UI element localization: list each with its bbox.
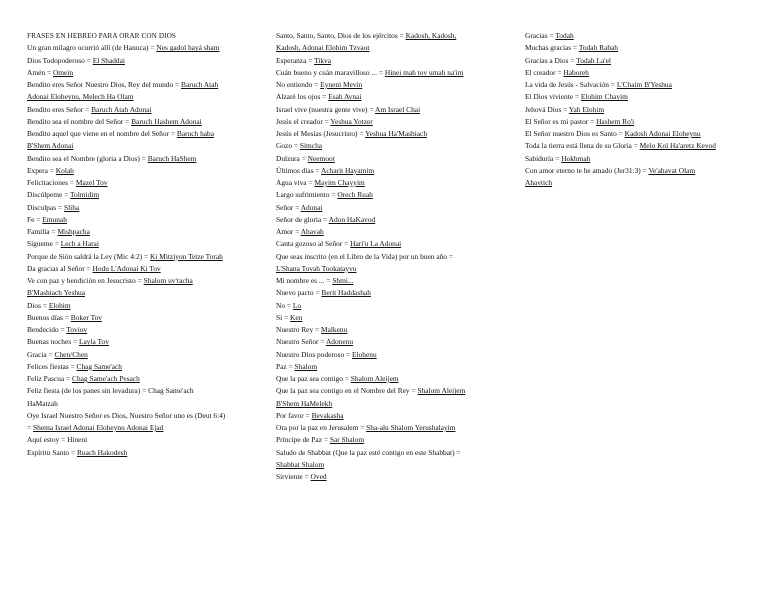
phrase-line [276, 226, 518, 238]
phrase-meaning: Dios = [27, 300, 49, 310]
phrase-hebrew: Elohenu [352, 349, 377, 359]
phrase-line [276, 177, 518, 189]
phrase-hebrew: Kadosh Adonai Eloheynu [624, 129, 701, 138]
phrase-line [276, 165, 518, 177]
phrase-line [27, 189, 267, 201]
phrase-line [27, 349, 267, 361]
phrase-hebrew: Toviov [66, 325, 88, 334]
phrase-meaning: Dulzura = [276, 153, 308, 163]
phrase-line [27, 324, 267, 336]
phrase-line [525, 30, 761, 42]
phrase-line [27, 398, 267, 410]
phrase-line [276, 398, 518, 410]
phrase-line [27, 422, 267, 434]
phrase-line [276, 55, 518, 67]
phrase-hebrew: L'Shana Tovah Tookatayvu [276, 263, 357, 273]
phrase-line [276, 128, 518, 140]
phrase-hebrew: Hokhmah [561, 153, 591, 163]
phrase-hebrew: Melo Kol Ha'aretz Kevod [639, 141, 716, 151]
phrase-line [276, 349, 518, 361]
phrase-meaning: Sabiduría = [525, 153, 562, 163]
phrase-hebrew: Esah Aynai [328, 92, 362, 102]
phrase-meaning: Canta gozoso al Señor = [276, 239, 351, 249]
phrase-line [525, 128, 761, 140]
phrase-line [27, 128, 267, 140]
phrase-line [276, 471, 518, 483]
phrase-hebrew: Yeshua Ha'Mashiach [365, 129, 428, 138]
phrase-hebrew: Layla Tov [79, 337, 109, 347]
phrase-hebrew: Elohim [48, 300, 71, 310]
phrase-meaning: Aquí estoy = Hineni [27, 435, 88, 445]
phrase-hebrew: Chag Same'ach [76, 361, 122, 371]
phrase-hebrew: Eyneni Mevin [320, 80, 363, 89]
phrase-meaning: Un gran milagro ocurrió allí (de Hanuca) = [27, 43, 157, 53]
phrase-meaning: Feliz Pascua = [27, 374, 73, 383]
phrase-line [27, 336, 267, 348]
phrase-meaning: Bendito sea el nombre del Señor = [27, 116, 132, 126]
column-1 [27, 30, 267, 459]
phrase-hebrew: Boker Tov [70, 312, 102, 322]
phrase-hebrew: Hari'u La Adonai [350, 239, 402, 249]
phrase-meaning: Nuestro Dios poderoso = [276, 349, 353, 359]
phrase-hebrew: Yah Elohim [568, 104, 605, 114]
phrase-hebrew: Acharit Hayamim [321, 165, 375, 175]
phrase-line [276, 385, 518, 397]
phrase-meaning: Fe = [27, 214, 43, 224]
phrase-hebrew: Nes gadol hayá sham [156, 43, 220, 53]
phrase-line [27, 434, 267, 446]
phrase-meaning: El Dios viviente = [525, 92, 581, 102]
phrase-hebrew: Adonai Eloheynu, Melech Ha Olam [27, 92, 134, 102]
phrase-line [276, 312, 518, 324]
phrase-meaning: Bendito eres Señor = [27, 104, 92, 114]
phrase-line [276, 287, 518, 299]
phrase-meaning: Sígueme = [27, 239, 61, 249]
phrase-line [276, 42, 518, 54]
phrase-meaning: Bendito sea el Nombre (gloria a Dios) = [27, 153, 148, 163]
phrase-meaning: Ve con paz y bendición en Jesucristo = [27, 276, 144, 285]
phrase-hebrew: Neemoot [307, 153, 335, 163]
phrase-hebrew: Tikva [314, 55, 332, 65]
phrase-meaning: Gozo = [276, 141, 300, 151]
phrase-line [276, 91, 518, 103]
phrase-hebrew: Omein [52, 67, 74, 77]
phrase-meaning: Gracia = [27, 349, 55, 359]
phrase-meaning: Señor = [276, 202, 301, 212]
phrase-line [276, 79, 518, 91]
phrase-hebrew: Sar Shalom [329, 435, 365, 445]
phrase-line [276, 104, 518, 116]
phrase-meaning: Esperanza = [276, 55, 315, 65]
phrase-hebrew: B'Shem HaMelekh [276, 398, 333, 408]
phrase-line [276, 361, 518, 373]
phrase-line [276, 447, 518, 459]
phrase-hebrew: Orech Ruah [337, 190, 373, 200]
phrase-meaning: Felicitaciones = [27, 178, 76, 187]
phrase-line [276, 373, 518, 385]
phrase-meaning: Bendecido = [27, 325, 67, 334]
phrase-meaning: Santo, Santo, Santo, Dios de los ejércitos = [276, 31, 406, 40]
phrase-line [525, 177, 761, 189]
phrase-meaning: Sí = [276, 312, 291, 322]
phrase-meaning: Nuestro Rey = [276, 325, 322, 334]
phrase-line [27, 116, 267, 128]
phrase-line [276, 422, 518, 434]
phrase-hebrew: Mayim Chayyim [314, 178, 365, 187]
phrase-meaning: Felices fiestas = [27, 361, 77, 371]
document-title: FRASES EN HEBREO PARA ORAR CON DIOS [27, 32, 177, 40]
phrase-line [27, 104, 267, 116]
phrase-meaning: La vida de Jesús - Salvación = [525, 80, 617, 89]
phrase-meaning: Da gracias al Señor = [27, 263, 93, 273]
phrase-meaning: No entiendo = [276, 80, 321, 89]
phrase-line [276, 116, 518, 128]
phrase-hebrew: Lo [292, 300, 302, 310]
phrase-hebrew: Berit Haddashah [321, 288, 371, 298]
phrase-meaning: Familia = [27, 227, 58, 236]
phrase-hebrew: Shabbat Shalom [276, 459, 325, 469]
phrase-hebrew: Mishpacha [57, 227, 90, 236]
phrase-hebrew: Shalom Aleijem [417, 386, 466, 396]
phrase-hebrew: Baruch haba [176, 129, 215, 138]
phrase-line [27, 79, 267, 91]
phrase-line [27, 140, 267, 152]
phrase-hebrew: Baruch Hashem Adonai [131, 116, 202, 126]
phrase-meaning: Toda la tierra está llena de su Gloria = [525, 141, 640, 151]
phrase-hebrew: Bevakasha [311, 410, 344, 420]
phrase-line [276, 238, 518, 250]
phrase-hebrew: Hashem Ro'i [596, 116, 635, 126]
phrase-hebrew: Elohim Chayim [580, 92, 628, 102]
phrase-hebrew: Todah [555, 31, 574, 40]
phrase-hebrew: Am Israel Chai [374, 104, 421, 114]
phrase-line [276, 30, 518, 42]
phrase-line [27, 67, 267, 79]
phrase-line [276, 153, 518, 165]
phrase-hebrew-plain: Chag Same'ach [148, 386, 194, 396]
phrase-line [27, 91, 267, 103]
phrase-meaning: Cuán bueno y cuán maravilloso ... = [276, 67, 385, 77]
phrase-hebrew: Shmi... [332, 276, 354, 285]
phrase-line [27, 202, 267, 214]
phrase-meaning: Nuestro Señor = [276, 337, 326, 347]
phrase-meaning: Jehová Dios = [525, 104, 569, 114]
phrase-meaning: Saludo de Shabbat (Que la paz esté contigo en este Shabbat) = [276, 447, 461, 457]
phrase-line [27, 410, 267, 422]
phrase-meaning: El creador = [525, 67, 564, 77]
phrase-hebrew: Haboreh [563, 67, 589, 77]
phrase-meaning: = [27, 423, 34, 432]
phrase-meaning: Agua viva = [276, 178, 315, 187]
phrase-line [27, 300, 267, 312]
phrase-line [525, 153, 761, 165]
phrase-meaning: Oye Israel Nuestro Señor es Dios, Nuestro Señor uno es (Deut 6:4) [27, 410, 226, 420]
phrase-hebrew: Yeshua Yotzer [330, 116, 373, 126]
phrase-meaning: Jesús el creador = [276, 116, 331, 126]
phrase-hebrew: Oved [310, 472, 327, 481]
phrase-meaning: Por favor = [276, 410, 312, 420]
phrase-line [525, 67, 761, 79]
phrase-meaning: Príncipe de Paz = [276, 435, 330, 445]
phrase-hebrew: Kadosh, Kadosh, [405, 31, 457, 40]
phrase-meaning: Gracias a Dios = [525, 55, 577, 65]
phrase-hebrew: Ahavtich [525, 178, 553, 187]
phrase-meaning: Ora por la paz en Jerusalem = [276, 423, 367, 432]
phrase-hebrew: L'Chaim B'Yeshua [616, 80, 672, 89]
phrase-hebrew: Shalom Aleijem [350, 374, 399, 383]
phrase-meaning: Que la paz sea contigo = [276, 374, 351, 383]
phrase-line [27, 373, 267, 385]
phrase-hebrew: Todah Rabah [578, 43, 618, 53]
phrase-hebrew: Simcha [299, 141, 323, 151]
phrase-hebrew: Ken [290, 312, 303, 322]
phrase-line [276, 434, 518, 446]
phrase-meaning: Buenas noches = [27, 337, 79, 347]
phrase-hebrew: Mazel Tov [75, 178, 108, 187]
phrase-hebrew: Hodu L'Adonai Ki Tov [92, 263, 161, 273]
phrase-hebrew: Adonenu [325, 337, 354, 347]
phrase-hebrew: Malkenu [321, 325, 348, 334]
phrase-hebrew: Chag Same'ach Pesach [72, 374, 140, 383]
phrase-line [276, 140, 518, 152]
phrase-line [276, 275, 518, 287]
phrase-hebrew: Shalom [294, 361, 318, 371]
phrase-hebrew: Tolmidim [70, 190, 100, 200]
phrase-hebrew: B'Shem Adonai [27, 141, 74, 151]
phrase-hebrew: Sliha [64, 202, 80, 212]
phrase-line [525, 165, 761, 177]
phrase-line [27, 312, 267, 324]
phrase-line [276, 214, 518, 226]
phrase-line [27, 55, 267, 67]
phrase-hebrew: Baruch Atah Adonai [91, 104, 152, 114]
phrase-line [525, 104, 761, 116]
phrase-meaning: El Señor nuestro Dios es Santo = [525, 129, 625, 138]
phrase-meaning: HaMatzah [27, 398, 58, 408]
column-2 [276, 30, 518, 483]
phrase-hebrew: Ruach Hakodesh [76, 447, 128, 457]
phrase-line [27, 238, 267, 250]
phrase-hebrew: El Shaddai [92, 55, 125, 65]
phrase-meaning: Feliz fiesta (de los panes sin levadura) = [27, 386, 149, 396]
phrase-meaning: Bendito aquel que viene en el nombre del Señor = [27, 129, 177, 138]
phrase-meaning: Últimos días = [276, 165, 322, 175]
phrase-meaning: Amén = [27, 67, 53, 77]
phrase-line [276, 410, 518, 422]
phrase-hebrew: Ki Mitziyon Tetze Torah [150, 251, 223, 261]
phrase-line [276, 189, 518, 201]
phrase-hebrew: Hinei mah tov umah na'im [384, 67, 464, 77]
phrase-line [276, 300, 518, 312]
phrase-line [27, 226, 267, 238]
phrase-line [27, 177, 267, 189]
phrase-line [525, 116, 761, 128]
phrase-hebrew: Baruch HaShem [147, 153, 197, 163]
phrase-line [276, 251, 518, 263]
phrase-line [27, 214, 267, 226]
phrase-hebrew: Shalom uv'racha [143, 276, 193, 285]
phrase-line [27, 42, 267, 54]
phrase-meaning: Con amor eterno te he amado (Jer31:3) = [525, 165, 649, 175]
phrase-line [525, 42, 761, 54]
phrase-line [525, 55, 761, 67]
phrase-line [27, 361, 267, 373]
phrase-hebrew: Lech a Harai [60, 239, 99, 249]
phrase-hebrew: Ve'ahavat Olam [648, 165, 696, 175]
phrase-hebrew: Adonai [300, 202, 323, 212]
phrase-line [276, 336, 518, 348]
phrase-line [27, 251, 267, 263]
phrase-meaning: Muchas gracias = [525, 43, 579, 53]
phrase-meaning: Expera = [27, 165, 56, 175]
phrase-meaning: Discúlpeme = [27, 190, 71, 200]
phrase-line [525, 91, 761, 103]
phrase-meaning: Jesús el Mesías (Jesucristo) = [276, 129, 366, 138]
phrase-hebrew: Ahavah [300, 227, 324, 236]
phrase-meaning: El Señor es mi pastor = [525, 116, 597, 126]
phrase-meaning: Que la paz sea contigo en el Nombre del Rey = [276, 386, 418, 396]
phrase-line [27, 153, 267, 165]
phrase-meaning: Porque de Sión saldrá la Ley (Mic 4:2) = [27, 251, 151, 261]
phrase-meaning: Nuevo pacto = [276, 288, 322, 298]
phrase-hebrew: Baruch Atah [181, 80, 219, 89]
phrase-line [276, 202, 518, 214]
column-3 [525, 30, 761, 189]
phrase-meaning: Largo sufrimiento = [276, 190, 338, 200]
phrase-hebrew: Chen/Chen [54, 349, 88, 359]
phrase-meaning: Dios Todopoderoso = [27, 55, 93, 65]
phrase-line [525, 79, 761, 91]
phrase-meaning: Buenos días = [27, 312, 71, 322]
phrase-meaning: Paz = [276, 361, 295, 371]
phrase-meaning: Mi nombre es ... = [276, 276, 333, 285]
phrase-meaning: Gracias = [525, 31, 556, 40]
phrase-line [27, 287, 267, 299]
phrase-hebrew: Sha-alu Shalom Yerushalayim [366, 423, 456, 432]
phrase-meaning: Sirviente = [276, 472, 311, 481]
phrase-meaning: Israel vive (nuestra gente vive) = [276, 104, 375, 114]
phrase-meaning: Alzaré los ojos = [276, 92, 329, 102]
phrase-line [525, 140, 761, 152]
phrase-hebrew: Todah La'el [576, 55, 611, 65]
phrase-line [27, 263, 267, 275]
phrase-hebrew: Kolah [55, 165, 74, 175]
phrase-hebrew: B'Mashiach Yeshua [27, 288, 85, 298]
phrase-line [27, 447, 267, 459]
phrase-meaning: Espíritu Santo = [27, 447, 77, 457]
phrase-meaning: Amor = [276, 227, 301, 236]
phrase-hebrew: Kadosh, Adonai Elohim Tzvaot [276, 43, 370, 53]
phrase-hebrew: Emunah [42, 214, 67, 224]
phrase-hebrew: Adon HaKavod [328, 214, 376, 224]
phrase-line [276, 459, 518, 471]
phrase-line [276, 67, 518, 79]
phrase-hebrew: Shema Israel Adonai Eloheynu Adonai Ejad [33, 423, 164, 432]
phrase-line [276, 324, 518, 336]
phrase-line [27, 385, 267, 397]
phrase-meaning: Que seas inscrito (en el Libro de la Vida) por un buen año = [276, 251, 454, 261]
phrase-line [27, 275, 267, 287]
phrase-line [276, 263, 518, 275]
phrase-meaning: Disculpas = [27, 202, 65, 212]
phrase-line [27, 165, 267, 177]
phrase-meaning: Señor de gloria = [276, 214, 329, 224]
phrase-meaning: No = [276, 300, 293, 310]
phrase-meaning: Bendito eres Señor Nuestro Dios, Rey del mundo = [27, 80, 182, 89]
